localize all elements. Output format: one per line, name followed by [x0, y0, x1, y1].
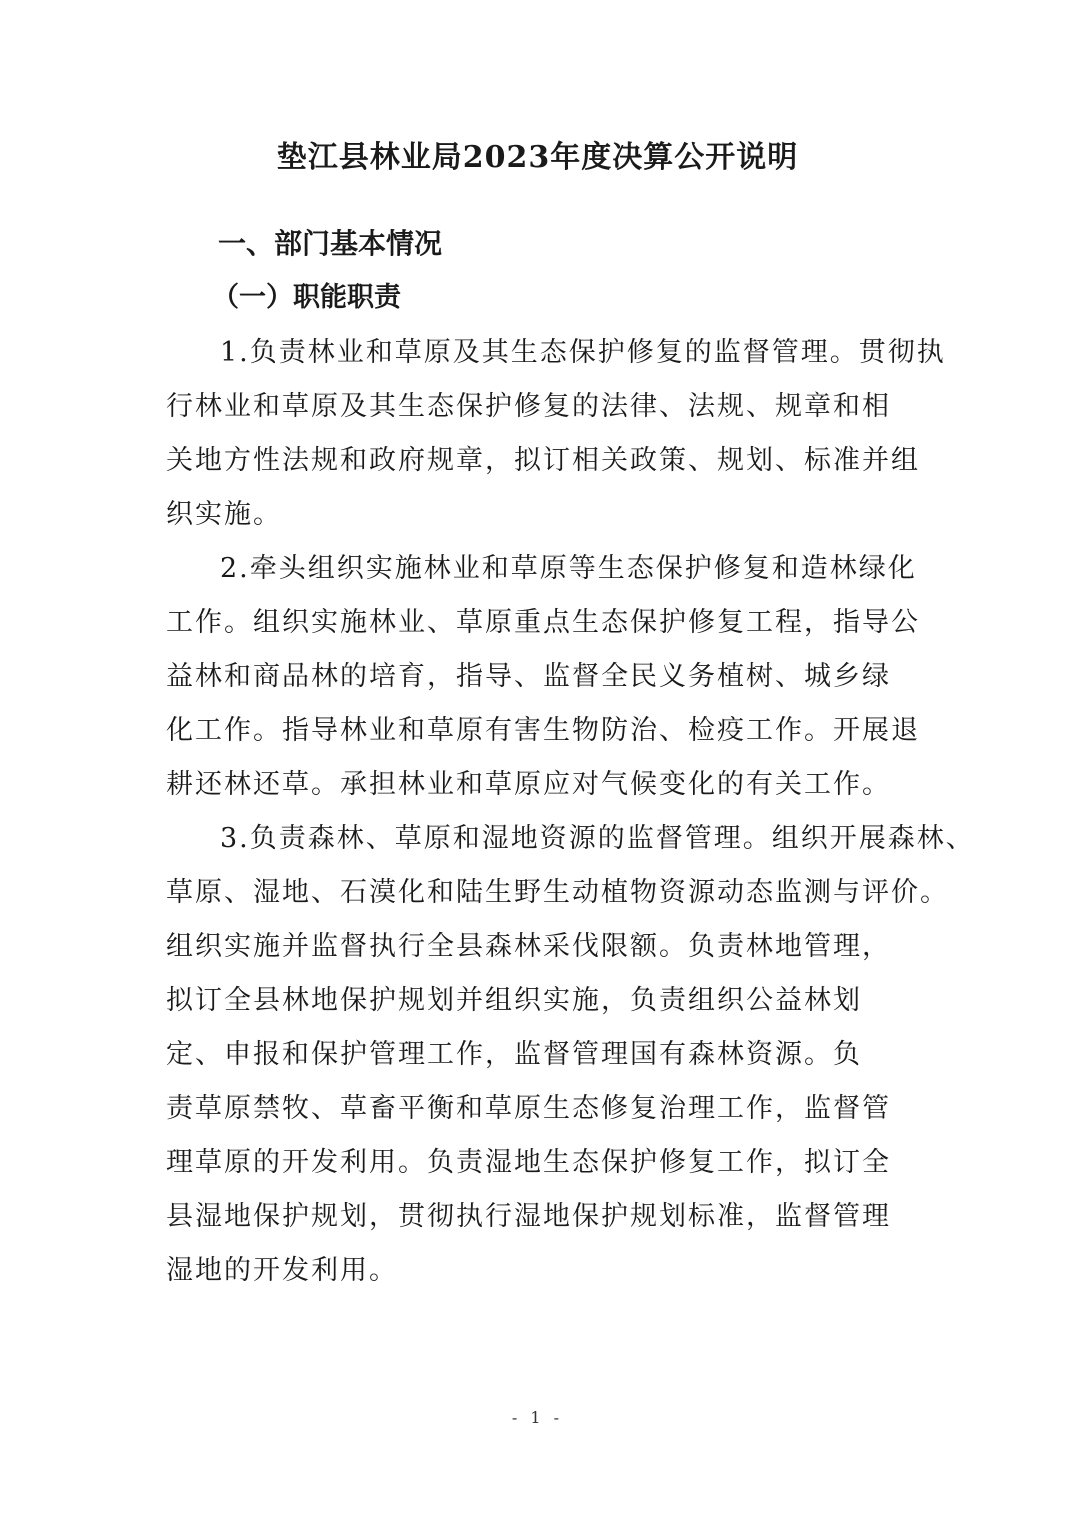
paragraph-line: 组织实施并监督执行全县森林采伐限额。负责林地管理， [166, 931, 891, 962]
paragraph-2 [166, 542, 920, 812]
paragraph-line: 化工作。指导林业和草原有害生物防治、检疫工作。开展退 [166, 715, 920, 746]
paragraph-line: 湿地的开发利用。 [166, 1255, 398, 1286]
paragraph-line: 县湿地保护规划，贯彻执行湿地保护规划标准，监督管理 [166, 1201, 891, 1232]
paragraph-line: 益林和商品林的培育，指导、监督全民义务植树、城乡绿 [166, 661, 891, 692]
paragraph-line: 责草原禁牧、草畜平衡和草原生态修复治理工作，监督管 [166, 1093, 891, 1124]
document-title: 垫江县林业局2023年度决算公开说明 [276, 140, 799, 175]
paragraph-line: 关地方性法规和政府规章，拟订相关政策、规划、标准并组 [166, 445, 920, 476]
page-number: - 1 - [511, 1408, 564, 1427]
paragraph-1 [166, 326, 946, 542]
section-heading: 一、部门基本情况 [218, 227, 443, 260]
subsection-heading: （一）职能职责 [212, 282, 401, 313]
paragraph-line: 拟订全县林地保护规划并组织实施，负责组织公益林划 [166, 985, 862, 1016]
paragraph-line: 3.负责森林、草原和湿地资源的监督管理。组织开展森林、 [220, 823, 975, 854]
paragraph-3 [166, 812, 975, 1298]
paragraph-line: 织实施。 [166, 499, 282, 530]
paragraph-line: 行林业和草原及其生态保护修复的法律、法规、规章和相 [166, 391, 891, 422]
paragraph-line: 理草原的开发利用。负责湿地生态保护修复工作，拟订全 [166, 1147, 891, 1178]
paragraph-line: 草原、湿地、石漠化和陆生野生动植物资源动态监测与评价。 [166, 877, 949, 908]
paragraph-line: 2.牵头组织实施林业和草原等生态保护修复和造林绿化 [220, 553, 917, 584]
paragraph-line: 定、申报和保护管理工作，监督管理国有森林资源。负 [166, 1039, 862, 1070]
paragraph-line: 1.负责林业和草原及其生态保护修复的监督管理。贯彻执 [220, 337, 946, 368]
paragraph-line: 耕还林还草。承担林业和草原应对气候变化的有关工作。 [166, 769, 891, 800]
paragraph-line: 工作。组织实施林业、草原重点生态保护修复工程，指导公 [166, 607, 920, 638]
